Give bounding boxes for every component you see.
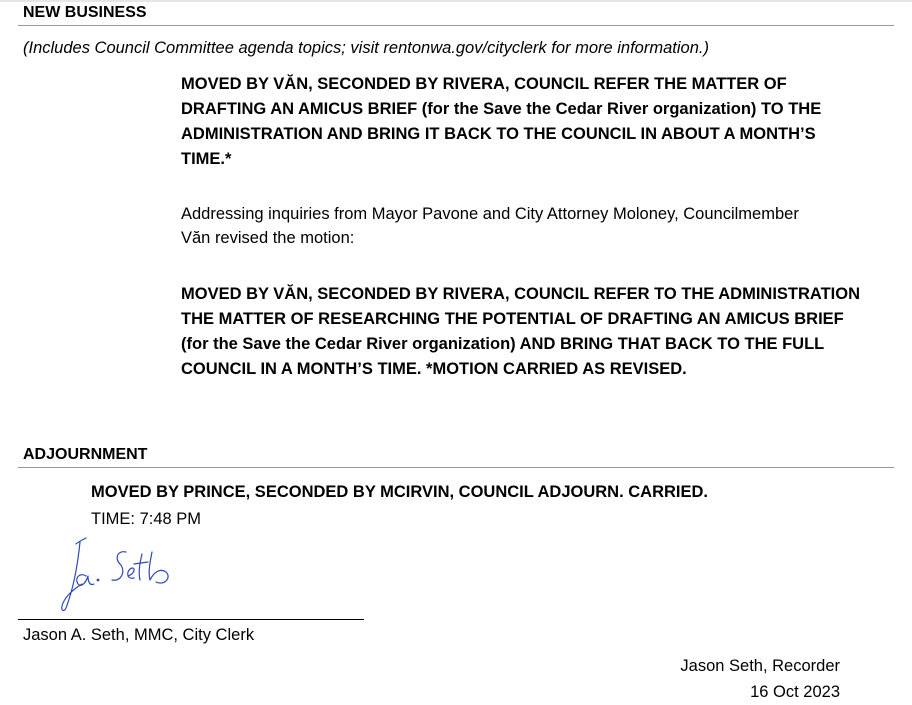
revision-paragraph: Addressing inquiries from Mayor Pavone and City Attorney Moloney, Councilmember Văn revised the motion:	[181, 205, 799, 247]
recorder-block	[680, 653, 840, 705]
clerk-name: Jason A. Seth, MMC, City Clerk	[23, 626, 255, 644]
top-divider	[0, 0, 912, 2]
adjournment-motion: MOVED BY PRINCE, SECONDED BY MCIRVIN, COUNCIL ADJOURN. CARRIED.	[91, 483, 708, 501]
motion-revised: MOVED BY VĂN, SECONDED BY RIVERA, COUNCIL REFER TO THE ADMINISTRATION THE MATTER OF RESEARCHING THE POTENTIAL OF DRAFTING AN AMICUS BRIEF (for the Save the Cedar River organization) AND BRING THAT BACK TO THE FULL COUNCIL IN A MONTH’S TIME. *MOTION CARRIED AS REVISED.	[181, 285, 861, 378]
new-business-rule	[18, 25, 894, 26]
clerk-signature	[56, 532, 186, 616]
recorder-date: 16 Oct 2023	[750, 683, 840, 701]
signature-line	[18, 619, 364, 620]
agenda-note: (Includes Council Committee agenda topics; visit rentonwa.gov/cityclerk for more information.)	[23, 39, 709, 57]
new-business-heading: NEW BUSINESS	[23, 4, 147, 21]
recorder-name: Jason Seth, Recorder	[680, 657, 840, 675]
adjournment-time: TIME: 7:48 PM	[91, 510, 202, 528]
motion-original: MOVED BY VĂN, SECONDED BY RIVERA, COUNCIL REFER THE MATTER OF DRAFTING AN AMICUS BRIEF (for the Save the Cedar River organization) TO THE ADMINISTRATION AND BRING IT BACK TO THE COUNCIL IN ABOUT A MONTH’S TIME.*	[181, 75, 822, 168]
adjournment-heading: ADJOURNMENT	[23, 446, 148, 463]
adjournment-rule	[18, 467, 894, 468]
